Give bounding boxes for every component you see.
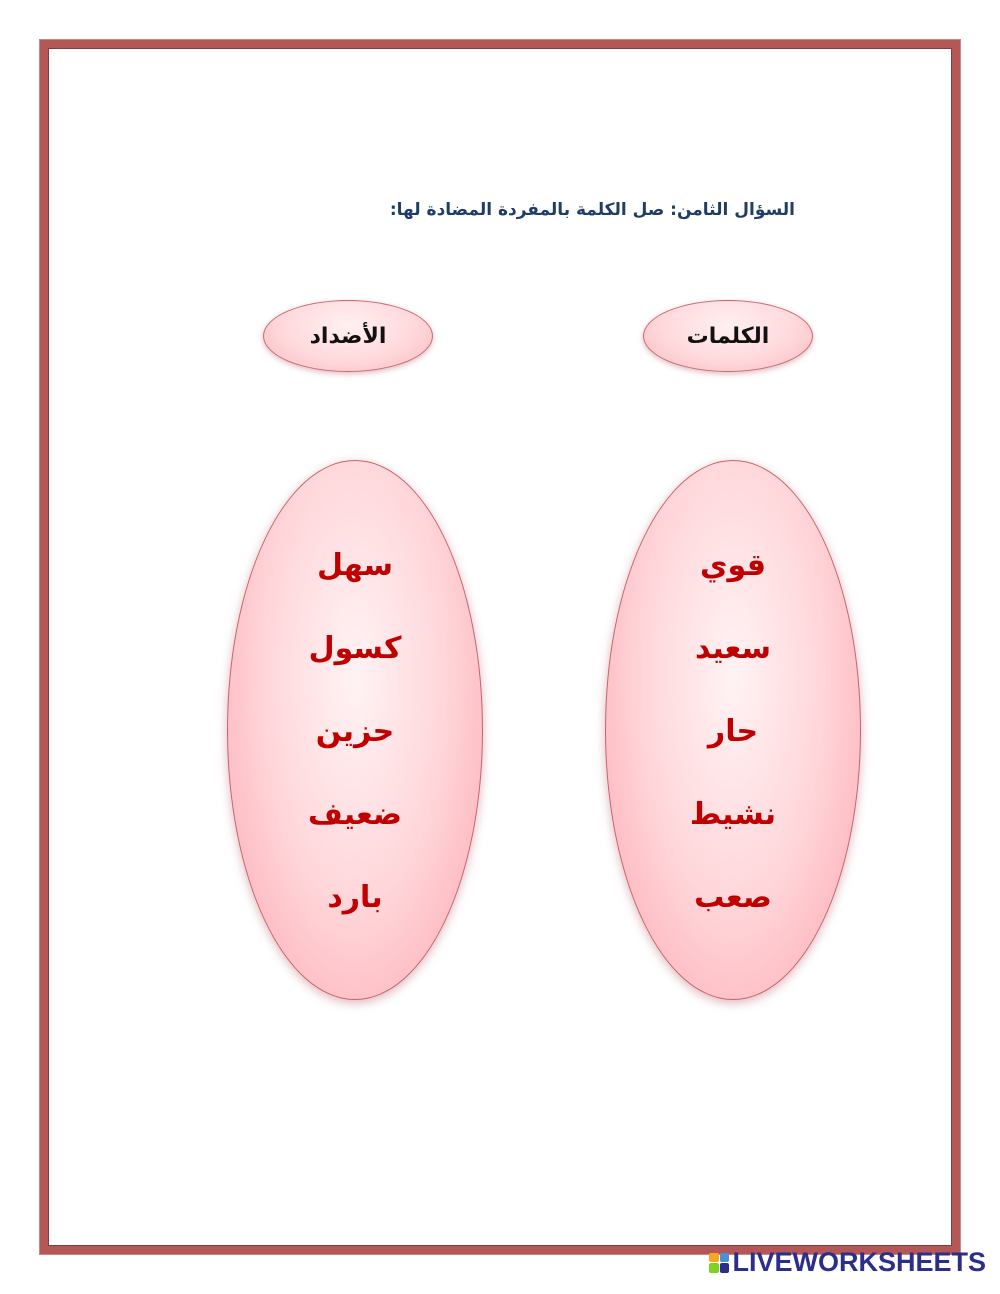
word-item[interactable]: سعيد [694, 631, 771, 666]
brand-text: LIVEWORKSHEETS [732, 1247, 986, 1277]
logo-square [720, 1263, 730, 1273]
word-item[interactable]: نشيط [689, 797, 777, 832]
question-title: السؤال الثامن: صل الكلمة بالمفردة المضادة لها: [389, 200, 795, 220]
logo-square [709, 1263, 719, 1273]
header-opposites: الأضداد [263, 300, 433, 372]
opposites-oval [227, 460, 483, 1000]
opposite-item[interactable]: كسول [308, 631, 402, 666]
header-words: الكلمات [643, 300, 813, 372]
opposite-item[interactable]: حزين [315, 714, 395, 749]
word-item[interactable]: صعب [694, 880, 772, 915]
word-item[interactable]: حار [707, 714, 759, 749]
opposite-item[interactable]: بارد [327, 880, 383, 915]
logo-square [709, 1253, 719, 1263]
liveworksheets-brand [709, 1247, 986, 1278]
liveworksheets-logo-icon [709, 1253, 729, 1273]
logo-square [720, 1253, 730, 1263]
opposite-item[interactable]: ضعيف [308, 797, 402, 832]
words-oval [605, 460, 861, 1000]
opposite-item[interactable]: سهل [316, 548, 394, 583]
word-item[interactable]: قوي [700, 548, 766, 583]
